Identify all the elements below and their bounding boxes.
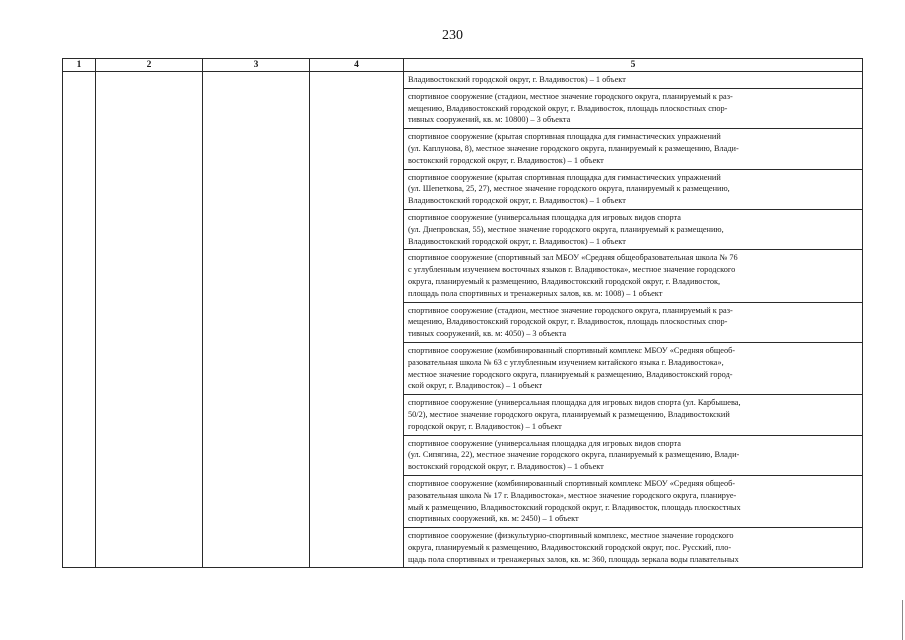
table-row (63, 72, 863, 568)
column-header-4: 4 (310, 59, 404, 72)
list-item (404, 435, 862, 475)
entry-line: городской округ, г. Владивосток) – 1 объект (408, 421, 562, 431)
entry-line: ской округ, г. Владивосток) – 1 объект (408, 381, 543, 391)
column-3-cell (203, 72, 310, 568)
column-1-cell (63, 72, 96, 568)
list-item (404, 209, 862, 249)
entry-line: Владивостокский городской округ, г. Владивосток) – 1 объект (408, 196, 626, 206)
entry-line: спортивное сооружение (стадион, местное значение городского округа, планируемый к раз- (408, 305, 733, 315)
table-header-row (63, 59, 863, 72)
entry-line: мещению, Владивостокский городской округ, г. Владивосток, площадь плоскостных спор- (408, 103, 728, 113)
entry-line: востокский городской округ, г. Владивосток) – 1 объект (408, 462, 604, 472)
entry-line: (ул. Днепровская, 55), местное значение городского округа, планируемый к размещению, (408, 224, 724, 234)
entry-line: спортивное сооружение (комбинированный спортивный комплекс МБОУ «Средняя общеоб- (408, 478, 736, 488)
entry-line: с углубленным изучением восточных языков г. Владивостока», местное значение городского (408, 265, 736, 275)
entries-list (404, 72, 862, 567)
entry-line: мещению, Владивостокский городской округ, г. Владивосток, площадь плоскостных спор- (408, 317, 728, 327)
column-header-3: 3 (203, 59, 310, 72)
scan-edge-mark (902, 600, 903, 640)
entry-line: спортивное сооружение (универсальная площадка для игровых видов спорта (ул. Карбышева, (408, 398, 741, 408)
entry-line: округа, планируемый к размещению, Владивостокский городской округ, г. Владивосток, (408, 276, 721, 286)
entry-line: местное значение городского округа, планируемый к размещению, Владивостокский город- (408, 369, 733, 379)
entry-line: тивных сооружений, кв. м: 4050) – 3 объекта (408, 329, 567, 339)
entry-line: разовательная школа № 63 с углубленным изучением китайского языка г. Владивостока», (408, 357, 724, 367)
entry-line: спортивных сооружений, кв. м: 2450) – 1 объект (408, 514, 579, 524)
column-2-cell (96, 72, 203, 568)
entry-line: разовательная школа № 17 г. Владивостока», местное значение городского округа, планируе- (408, 490, 737, 500)
list-item (404, 88, 862, 128)
entry-line: округа, планируемый к размещению, Владивостокский городской округ, пос. Русский, пло- (408, 542, 732, 552)
entry-line: спортивное сооружение (комбинированный спортивный комплекс МБОУ «Средняя общеоб- (408, 345, 736, 355)
list-item (404, 527, 862, 567)
list-item (404, 342, 862, 394)
entry-line: (ул. Каплунова, 8), местное значение городского округа, планируемый к размещению, Влади- (408, 143, 739, 153)
entry-line: 50/2), местное значение городского округа, планируемый к размещению, Владивостокский (408, 409, 730, 419)
document-table (62, 58, 863, 568)
entry-line: спортивное сооружение (крытая спортивная площадка для гимнастических упражнений (408, 132, 721, 142)
entry-line: спортивное сооружение (универсальная площадка для игровых видов спорта (408, 438, 681, 448)
entry-line: Владивостокский городской округ, г. Владивосток) – 1 объект (408, 236, 626, 246)
column-4-cell (310, 72, 404, 568)
page-number: 230 (442, 28, 463, 43)
column-5-cell (404, 72, 863, 568)
list-item (404, 249, 862, 301)
list-item (404, 394, 862, 434)
column-header-5: 5 (404, 59, 863, 72)
entry-line: тивных сооружений, кв. м: 10800) – 3 объекта (408, 115, 571, 125)
entry-line: спортивное сооружение (стадион, местное значение городского округа, планируемый к раз- (408, 91, 733, 101)
entry-line: востокский городской округ, г. Владивосток) – 1 объект (408, 155, 604, 165)
entry-line: площадь пола спортивных и тренажерных залов, кв. м: 1008) – 1 объект (408, 288, 663, 298)
entry-line: Владивостокский городской округ, г. Владивосток) – 1 объект (408, 75, 626, 84)
list-item (404, 128, 862, 168)
entry-line: мый к размещению, Владивостокский городской округ, г. Владивосток, площадь плоскостных (408, 502, 741, 512)
entry-line: щадь пола спортивных и тренажерных залов, кв. м: 360, площадь зеркала воды плавательных (408, 554, 739, 564)
entry-line: (ул. Сипягина, 22), местное значение городского округа, планируемый к размещению, Влади- (408, 450, 740, 460)
entry-line: спортивное сооружение (физкультурно-спортивный комплекс, местное значение городского (408, 531, 734, 541)
list-item (404, 72, 862, 88)
list-item (404, 302, 862, 342)
entry-line: спортивное сооружение (спортивный зал МБОУ «Средняя общеобразовательная школа № 76 (408, 253, 738, 263)
list-item (404, 475, 862, 527)
column-header-1: 1 (63, 59, 96, 72)
entry-line: (ул. Шепеткова, 25, 27), местное значение городского округа, планируемый к размещению, (408, 184, 730, 194)
entry-line: спортивное сооружение (крытая спортивная площадка для гимнастических упражнений (408, 172, 721, 182)
list-item (404, 169, 862, 209)
column-header-2: 2 (96, 59, 203, 72)
entry-line: спортивное сооружение (универсальная площадка для игровых видов спорта (408, 212, 681, 222)
